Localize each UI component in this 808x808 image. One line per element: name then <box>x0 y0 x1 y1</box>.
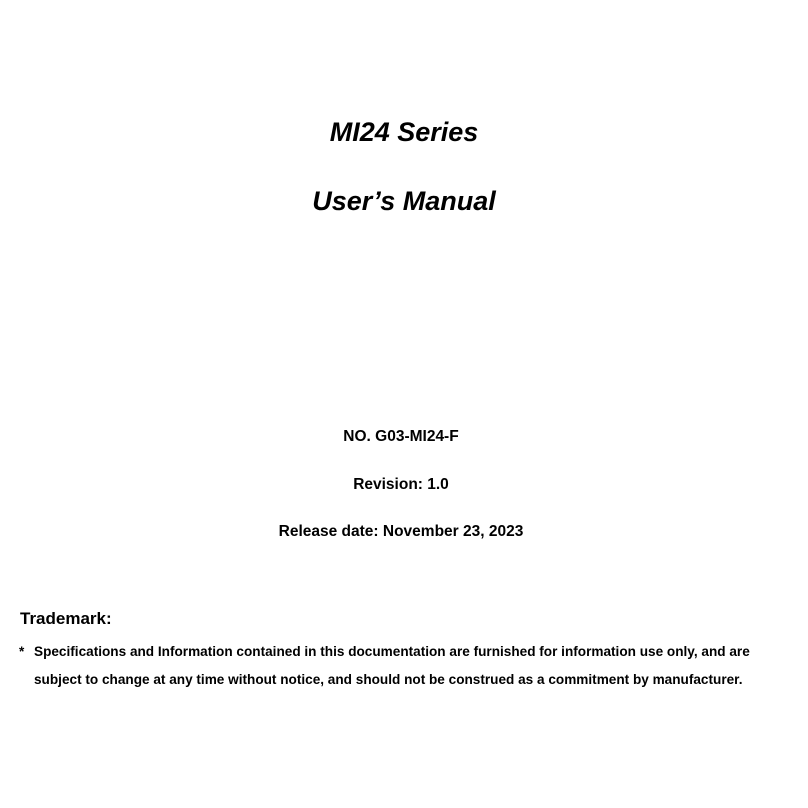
document-number: NO. G03-MI24-F <box>343 428 459 445</box>
release-date: Release date: November 23, 2023 <box>278 523 524 540</box>
series-title: MI24 Series <box>329 117 479 147</box>
trademark-note-text-2: subject to change at any time without notice, and should not be construed as a commitment by manufacturer. <box>34 672 743 687</box>
trademark-note-text-1: Specifications and Information contained in this documentation are furnished for information use only, and are <box>34 644 750 659</box>
revision: Revision: 1.0 <box>353 476 449 493</box>
trademark-note <box>19 638 799 694</box>
trademark-heading: Trademark: <box>20 609 112 628</box>
bullet-marker: * <box>19 644 25 659</box>
manual-title: User’s Manual <box>312 186 496 216</box>
trademark-note-line-1 <box>19 638 799 666</box>
